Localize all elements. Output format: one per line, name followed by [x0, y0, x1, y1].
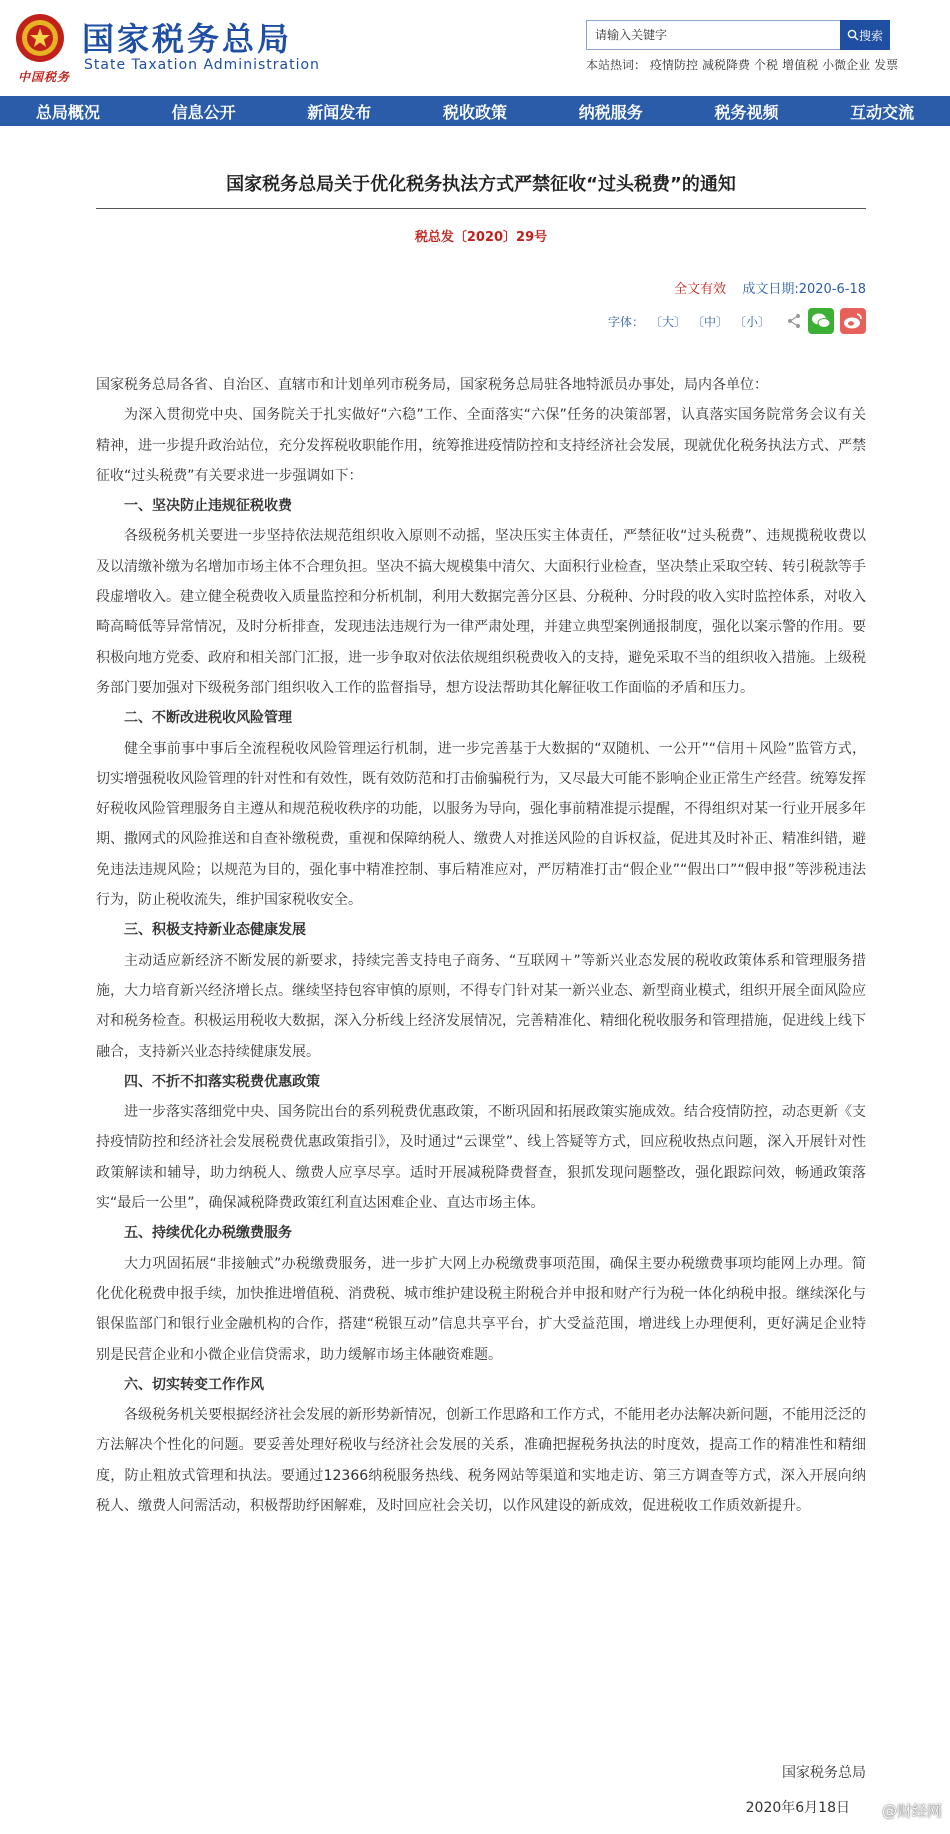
- search-icon: [847, 29, 859, 41]
- wechat-share-icon[interactable]: [808, 308, 834, 334]
- nav-item-service[interactable]: 纳税服务: [578, 102, 643, 122]
- intro-paragraph: 为深入贯彻党中央、国务院关于扎实做好“六稳”工作、全面落实“六保”任务的决策部署，认真落实国务院常务会议有关精神，进一步提升政治站位，充分发挥税收职能作用，统筹推进疫情防控和支持经济社会发展，现就优化税务执法方式、严禁征收“过头税费”有关要求进一步强调如下：: [96, 407, 866, 484]
- section-paragraph: 大力巩固拓展“非接触式”办税缴费服务，进一步扩大网上办税缴费事项范围，确保主要办税缴费事项均能网上办理。简化优化税费申报手续，加快推进增值税、消费税、城市维护建设税主附税合并申报和财产行为税一体化纳税申报。继续深化与银保监部门和银行业金融机构的合作，搭建“税银互动”信息共享平台，扩大受益范围，增进线上办理便利，更好满足企业特别是民营企业和小微企业信贷需求，助力缓解市场主体融资难题。: [96, 1255, 866, 1363]
- section-heading: 六、切实转变工作作风: [124, 1376, 264, 1393]
- hot-word-link[interactable]: 小微企业: [822, 58, 871, 72]
- section-paragraph: 各级税务机关要进一步坚持依法规范组织收入原则不动摇，坚决压实主体责任，严禁征收“过头税费”、违规揽税收费以及以清缴补缴为名增加市场主体不合理负担。坚决不搞大规模集中清欠、大面积行业检查，坚决禁止采取空转、转引税款等手段虚增收入。建立健全税费收入质量监控和分析机制，利用大数据完善分区县、分税种、分时段的收入实时监控体系，对收入畸高畸低等异常情况，及时分析排查，发现违法违规行为一律严肃处理，并建立典型案例通报制度，强化以案示警的作用。要积极向地方党委、政府和相关部门汇报，进一步争取对依法依规组织税费收入的支持，避免采取不当的组织收入措施。上级税务部门要加强对下级税务部门组织收入工作的监督指导，想方设法帮助其化解征收工作面临的矛盾和压力。: [96, 528, 866, 696]
- tax-emblem-icon[interactable]: [14, 12, 66, 64]
- article-title: 国家税务总局关于优化税务执法方式严禁征收“过头税费”的通知: [226, 174, 736, 195]
- font-size-medium-link[interactable]: 〔中〕: [691, 314, 728, 329]
- search-button[interactable]: [840, 20, 890, 50]
- watermark: [882, 1800, 942, 1821]
- hot-word-link[interactable]: 疫情防控: [650, 58, 699, 72]
- section-heading: 四、不折不扣落实税费优惠政策: [124, 1073, 320, 1090]
- site-name-en: State Taxation Administration: [84, 57, 320, 73]
- document-number: 税总发〔2020〕29号: [414, 230, 548, 245]
- section-heading: 二、不断改进税收风险管理: [124, 710, 292, 727]
- hot-words: [586, 56, 902, 73]
- nav-item-video[interactable]: 税务视频: [714, 102, 779, 122]
- section-paragraph: 进一步落实落细党中央、国务院出台的系列税费优惠政策，不断巩固和拓展政策实施成效。结合疫情防控，动态更新《支持疫情防控和经济社会发展税费优惠政策指引》，及时通过“云课堂”、线上答疑等方式，回应税收热点问题，深入开展针对性政策解读和辅导，助力纳税人、缴费人应享尽享。适时开展减税降费督查，狠抓发现问题整改，强化跟踪问效，畅通政策落实“最后一公里”，确保减税降费政策红利直达困难企业、直达市场主体。: [96, 1104, 866, 1212]
- issue-date: 成文日期:2020-6-18: [742, 282, 866, 297]
- section-paragraph: 各级税务机关要根据经济社会发展的新形势新情况，创新工作思路和工作方式，不能用老办法解决新问题，不能用泛泛的方法解决个性化的问题。要妥善处理好税收与经济社会发展的关系，准确把握税务执法的时度效，提高工作的精准性和精细度，防止粗放式管理和执法。要通过12366纳税服务热线、税务网站等渠道和实地走访、第三方调查等方式，深入开展向纳税人、缴费人问需活动，积极帮助纾困解难，及时回应社会关切，以作风建设的新成效，促进税收工作质效新提升。: [96, 1407, 866, 1514]
- font-size-label: 字体：: [607, 314, 644, 329]
- site-header: [0, 0, 950, 96]
- search-input[interactable]: [587, 21, 857, 49]
- section-paragraph: 主动适应新经济不断发展的新要求，持续完善支持电子商务、“互联网＋”等新兴业态发展的税收政策体系和管理服务措施，大力培育新兴经济增长点。继续坚持包容审慎的原则，不得专门针对某一新兴业态、新型商业模式，组织开展全面风险应对和税务检查。积极运用税收大数据，深入分析线上经济发展情况，完善精准化、精细化税收服务和管理措施，促进线上线下融合，支持新兴业态持续健康发展。: [96, 952, 866, 1060]
- hot-words-label: 本站热词：: [586, 58, 647, 72]
- hot-word-link[interactable]: 增值税: [782, 58, 819, 72]
- site-name-cn[interactable]: 国家税务总局: [82, 20, 293, 58]
- validity-status: 全文有效: [674, 282, 727, 297]
- nav-item-overview[interactable]: 总局概况: [35, 102, 100, 122]
- section-heading: 一、坚决防止违规征税收费: [124, 498, 292, 515]
- weibo-icon: [843, 312, 863, 330]
- article-tools: [608, 308, 866, 334]
- nav-item-disclosure[interactable]: 信息公开: [171, 102, 236, 122]
- article-body: [96, 370, 866, 1521]
- share-icon[interactable]: [786, 313, 802, 329]
- search-box: [586, 20, 890, 50]
- salutation: 国家税务总局各省、自治区、直辖市和计划单列市税务局，国家税务总局驻各地特派员办事处，局内各单位：: [96, 377, 768, 393]
- article-meta: [674, 278, 866, 297]
- weibo-share-icon[interactable]: [840, 308, 866, 334]
- title-divider: [96, 208, 866, 209]
- main-nav: [0, 96, 950, 126]
- section-heading: 五、持续优化办税缴费服务: [124, 1225, 292, 1242]
- signature-org: 国家税务总局: [782, 1765, 866, 1781]
- watermark-text: @财经网: [881, 1802, 942, 1820]
- nav-item-interaction[interactable]: 互动交流: [850, 102, 915, 122]
- logo-tagline: 中国税务: [18, 70, 71, 84]
- font-size-small-link[interactable]: 〔小〕: [733, 314, 770, 329]
- hot-word-link[interactable]: 减税降费: [702, 58, 751, 72]
- wechat-icon: [811, 312, 831, 330]
- signature-date: 2020年6月18日: [745, 1800, 850, 1816]
- nav-item-policy[interactable]: 税收政策: [443, 102, 508, 122]
- font-size-large-link[interactable]: 〔大〕: [649, 314, 686, 329]
- hot-word-link[interactable]: 个税: [754, 58, 779, 72]
- nav-item-news[interactable]: 新闻发布: [307, 102, 372, 122]
- hot-word-link[interactable]: 发票: [874, 58, 899, 72]
- section-paragraph: 健全事前事中事后全流程税收风险管理运行机制，进一步完善基于大数据的“双随机、一公开”“信用＋风险”监管方式，切实增强税收风险管理的针对性和有效性，既有效防范和打击偷骗税行为，又尽最大可能不影响企业正常生产经营。统筹发挥好税收风险管理服务自主遵从和规范税收秩序的功能，以服务为导向，强化事前精准提示提醒，不得组织对某一行业开展多年期、撒网式的风险推送和自查补缴税费，重视和保障纳税人、缴费人对推送风险的自诉权益，促进其及时补正、精准纠错，避免违法违规风险；以规范为目的，强化事中精准控制、事后精准应对，严厉精准打击“假企业”“假出口”“假申报”等涉税违法行为，防止税收流失，维护国家税收安全。: [96, 740, 866, 909]
- section-heading: 三、积极支持新业态健康发展: [124, 922, 306, 939]
- search-button-label: 搜索: [858, 28, 883, 43]
